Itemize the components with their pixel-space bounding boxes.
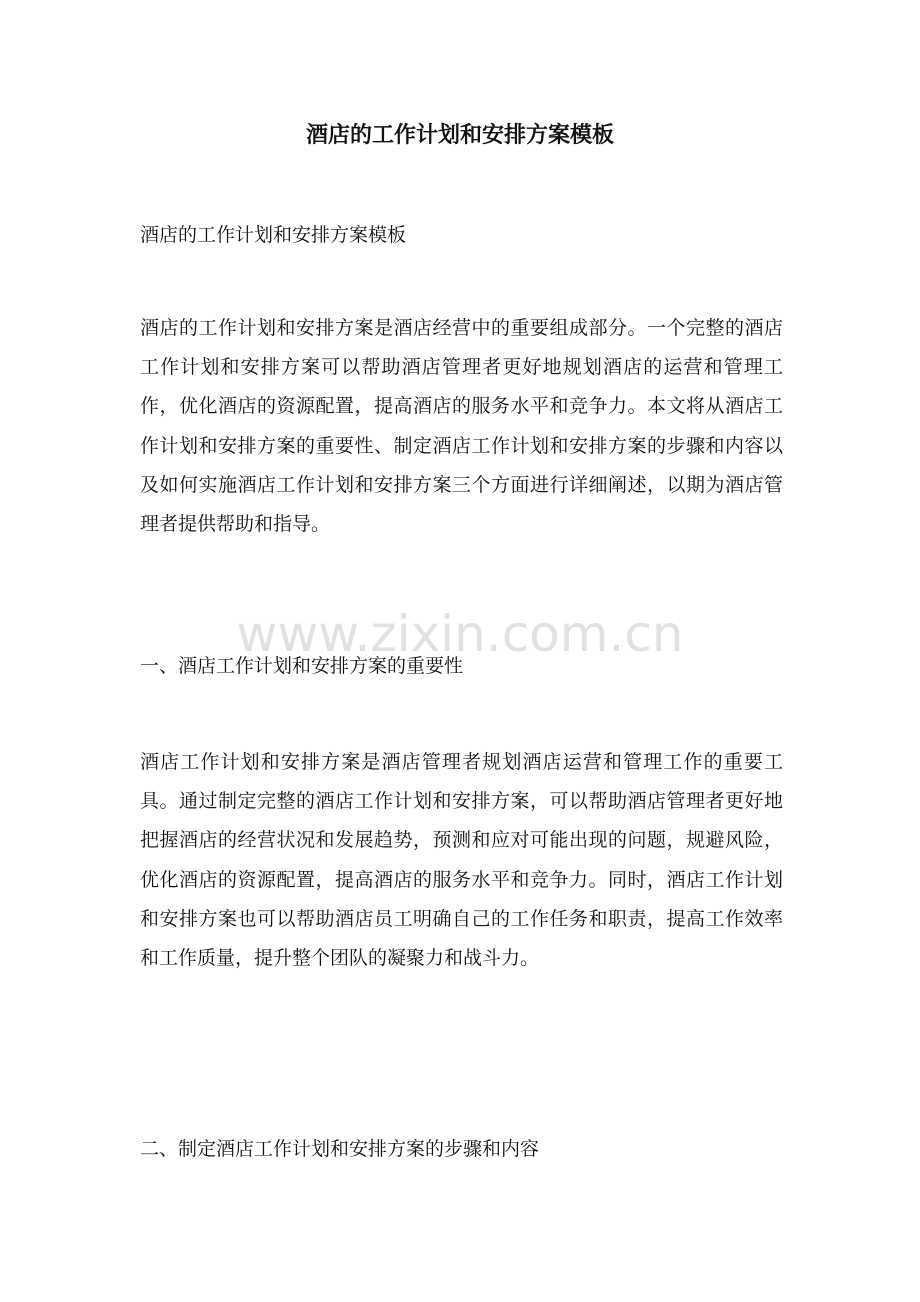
document-title: 酒店的工作计划和安排方案模板	[305, 122, 614, 148]
watermark: www.zixin.com.cn	[236, 605, 684, 663]
section-heading-steps: 二、制定酒店工作计划和安排方案的步骤和内容	[140, 1138, 540, 1160]
importance-paragraph: 酒店工作计划和安排方案是酒店管理者规划酒店运营和管理工作的重要工具。通过制定完整的酒店工作计划和安排方案，可以帮助酒店管理者更好地把握酒店的经营状况和发展趋势，预测和应对可能出现的问题，规避风险，优化酒店的资源配置，提高酒店的服务水平和竞争力。同时，酒店工作计划和安排方案也可以帮助酒店员工明确自己的工作任务和职责，提高工作效率和工作质量，提升整个团队的凝聚力和战斗力。	[140, 751, 783, 970]
section-heading-importance: 一、酒店工作计划和安排方案的重要性	[140, 655, 464, 677]
intro-paragraph: 酒店的工作计划和安排方案是酒店经营中的重要组成部分。一个完整的酒店工作计划和安排方案可以帮助酒店管理者更好地规划酒店的运营和管理工作，优化酒店的资源配置，提高酒店的服务水平和竞争力。本文将从酒店工作计划和安排方案的重要性、制定酒店工作计划和安排方案的步骤和内容以及如何实施酒店工作计划和安排方案三个方面进行详细阐述，以期为酒店管理者提供帮助和指导。	[140, 317, 783, 536]
document-subtitle: 酒店的工作计划和安排方案模板	[140, 224, 407, 246]
